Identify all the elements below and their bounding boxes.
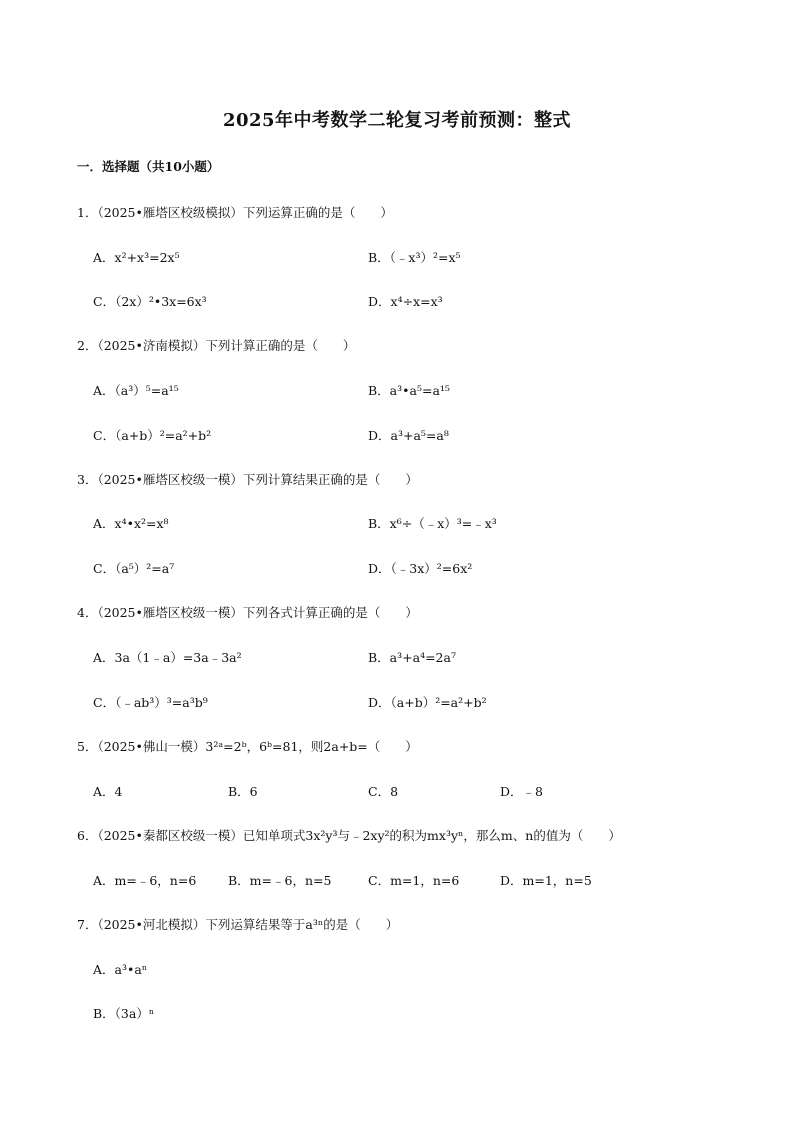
option-b: B．6 [228,784,258,799]
option-a: A．3a（1﹣a）=3a﹣3a² [93,650,242,665]
option-c: C．8 [368,784,399,799]
option-d: D．x⁴÷x=x³ [368,294,443,309]
question-stem: 5．（2025•佛山一模）3²ᵃ=2ᵇ，6ᵇ=81，则2a+b=（ ） [77,739,418,754]
option-d: D．（﹣3x）²=6x² [368,561,473,576]
question-stem: 4．（2025•雁塔区校级一模）下列各式计算正确的是（ ） [77,605,418,620]
option-d: D．﹣8 [500,784,543,799]
option-b: B．（3a）ⁿ [93,1006,155,1021]
option-a: A．a³•aⁿ [93,962,148,977]
page-title: 2025年中考数学二轮复习考前预测：整式 [222,110,572,131]
option-b: B．a³+a⁴=2a⁷ [368,650,456,665]
question-stem: 3．（2025•雁塔区校级一模）下列计算结果正确的是（ ） [77,472,418,487]
option-c: C．（a⁵）²=a⁷ [93,561,175,576]
option-a: A．x²+x³=2x⁵ [93,250,180,265]
option-d: D．（a+b）²=a²+b² [368,695,487,710]
option-a: A．m=﹣6，n=6 [93,873,197,888]
option-b: B．x⁶÷（﹣x）³=﹣x³ [368,516,497,531]
option-b: B．（﹣x³）²=x⁵ [368,250,461,265]
section-heading: 一．选择题（共10小题） [77,159,220,174]
option-d: D．m=1，n=5 [500,873,592,888]
option-a: A．4 [93,784,123,799]
option-a: A．x⁴•x²=x⁸ [93,516,169,531]
option-c: C．（2x）²•3x=6x³ [93,294,207,309]
option-c: C．（a+b）²=a²+b² [93,428,212,443]
option-c: C．m=1，n=6 [368,873,460,888]
question-stem: 7．（2025•河北模拟）下列运算结果等于a³ⁿ的是（ ） [77,917,399,932]
option-d: D．a³+a⁵=a⁸ [368,428,449,443]
option-a: A．（a³）⁵=a¹⁵ [93,383,179,398]
option-b: B．m=﹣6，n=5 [228,873,332,888]
option-c: C．（﹣ab³）³=a³b⁹ [93,695,208,710]
question-stem: 1．（2025•雁塔区校级模拟）下列运算正确的是（ ） [77,205,393,220]
question-stem: 6．（2025•秦都区校级一模）已知单项式3x²y³与﹣2xy²的积为mx³yⁿ，那么m、n的值为（ ） [77,828,621,843]
question-stem: 2．（2025•济南模拟）下列计算正确的是（ ） [77,338,356,353]
option-b: B．a³•a⁵=a¹⁵ [368,383,450,398]
